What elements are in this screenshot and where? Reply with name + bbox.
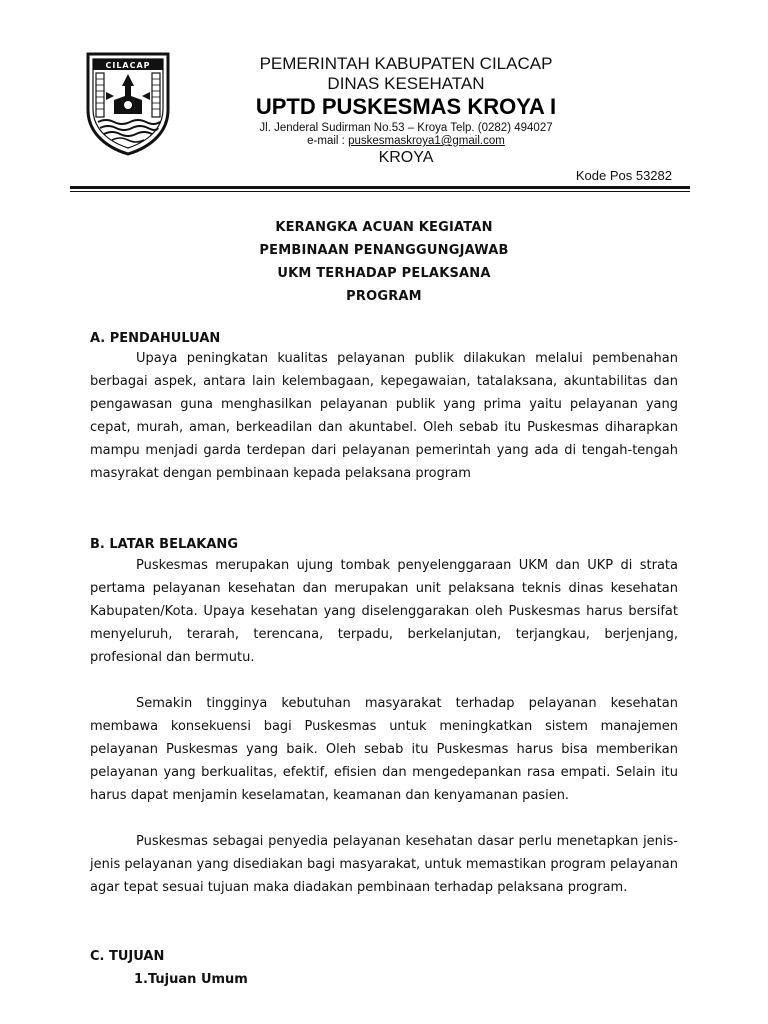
department-name: DINAS KESEHATAN (327, 74, 485, 93)
postal-code: Kode Pos 53282 (575, 168, 672, 183)
unit-name: UPTD PUSKESMAS KROYA I (255, 94, 557, 119)
doc-title-line-1: KERANGKA ACUAN KEGIATAN (275, 220, 493, 235)
cilacap-emblem-logo (84, 52, 172, 156)
city-name: KROYA (378, 149, 434, 166)
government-name: PEMERINTAH KABUPATEN CILACAP (259, 54, 553, 73)
letterhead-rule-thick (70, 186, 690, 189)
section-heading-pendahuluan: A. PENDAHULUAN (90, 331, 221, 346)
tujuan-umum-label: Tujuan Umum (147, 972, 248, 987)
address-line: Jl. Jenderal Sudirman No.53 – Kroya Telp. (0282) 494027 (259, 122, 553, 134)
latar-belakang-paragraph-3: Puskesmas sebagai penyedia pelayanan kesehatan dasar perlu menetapkan jenis-jenis pelayanan yang disediakan bagi masyarakat, untuk memastikan program pelayanan agar tepat sesuai tujuan maka diadakan pembinaan terhadap pelaksana program. (90, 834, 678, 895)
tujuan-umum-item (134, 972, 248, 987)
section-heading-latar-belakang: B. LATAR BELAKANG (90, 537, 238, 552)
email-line (176, 135, 636, 147)
latar-belakang-paragraph-2: Semakin tingginya kebutuhan masyarakat terhadap pelayanan kesehatan membawa konsekuensi bagi Puskesmas untuk meningkatkan sistem manajemen pelayanan Puskesmas yang baik. Oleh sebab itu Puskesmas harus bisa memberikan pelayanan yang berkualitas, efektif, efisien dan mengedepankan rasa empati. Selain itu harus dapat menjamin keselamatan, keamanan dan kenyamanan pasien. (90, 696, 678, 803)
latar-belakang-paragraph-1: Puskesmas merupakan ujung tombak penyelenggaraan UKM dan UKP di strata pertama pelayanan kesehatan dan merupakan unit pelaksana teknis dinas kesehatan Kabupaten/Kota. Upaya kesehatan yang diselenggarakan oleh Puskesmas harus bersifat menyeluruh, terarah, terencana, terpadu, berkelanjutan, terjangkau, berjenjang, profesional dan bermutu. (90, 558, 678, 665)
doc-title-line-4: PROGRAM (346, 289, 422, 304)
doc-title-line-3: UKM TERHADAP PELAKSANA (277, 266, 491, 281)
email-link[interactable]: puskesmaskroya1@gmail.com (348, 135, 505, 147)
section-heading-tujuan: C. TUJUAN (90, 949, 165, 964)
pendahuluan-paragraph: Upaya peningkatan kualitas pelayanan publik dilakukan melalui pembenahan berbagai aspek, antara lain kelembagaan, kepegawaian, tatalaksana, akuntabilitas dan pengawasan guna menghasilkan pelayanan publik yang prima yaitu pelayanan yang cepat, murah, aman, berkeadilan dan akuntabel. Oleh sebab itu Puskesmas diharapkan mampu menjadi garda terdepan dari pelayanan pemerintah yang ada di tengah-tengah masyrakat dengan pembinaan kepada pelaksana program (90, 351, 678, 481)
tujuan-umum-number: 1. (134, 972, 148, 987)
doc-title-line-2: PEMBINAAN PENANGGUNGJAWAB (259, 243, 509, 258)
svg-text:CILACAP: CILACAP (105, 61, 151, 70)
email-prefix: e-mail : (307, 135, 349, 147)
letterhead-rule-thin (70, 191, 690, 192)
